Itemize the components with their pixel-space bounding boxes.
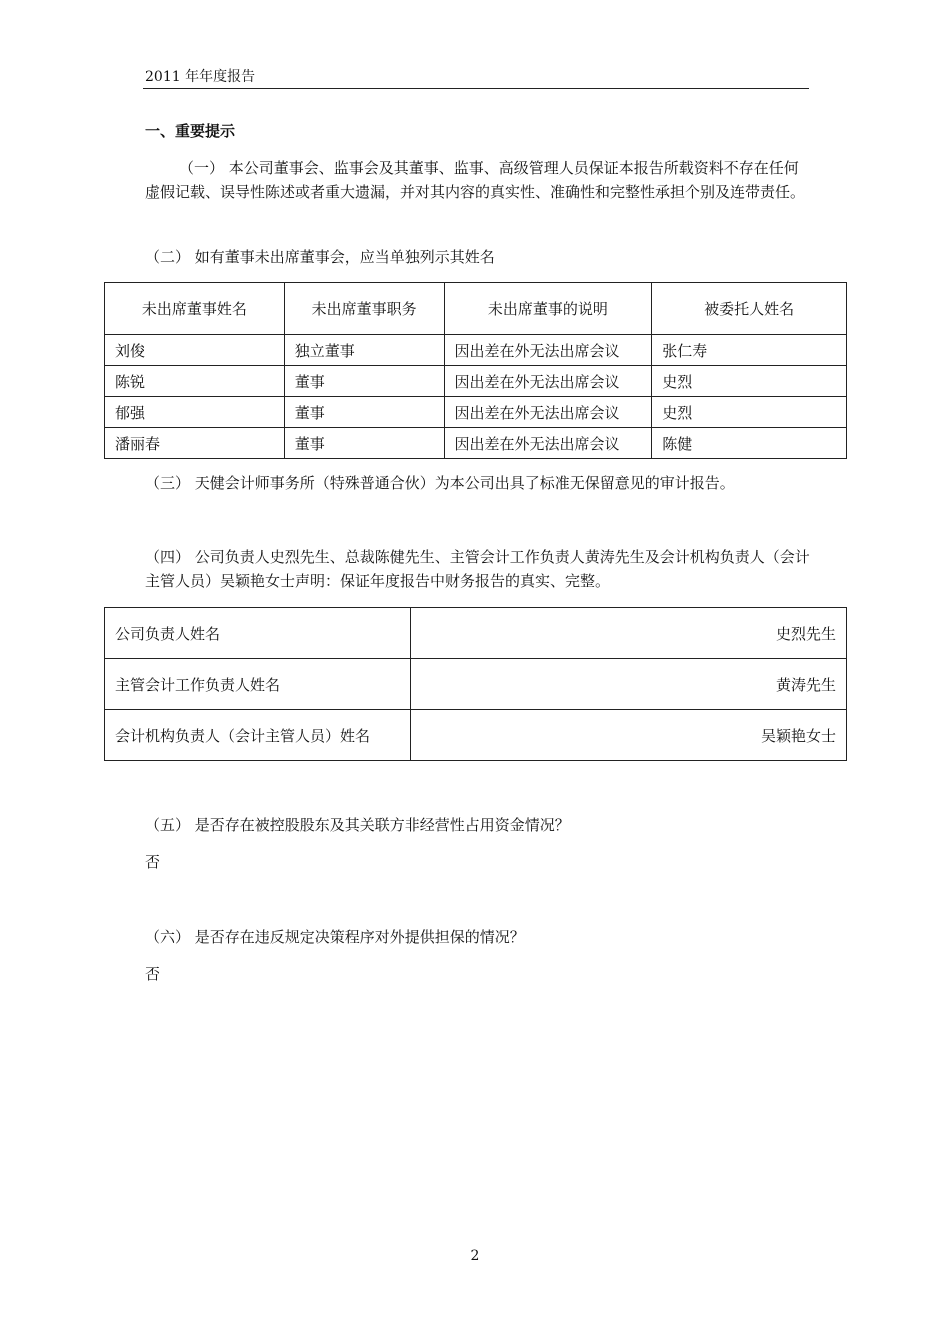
table-cell: 陈锐 <box>105 366 285 397</box>
table-cell: 史烈先生 <box>410 608 846 659</box>
table-cell: 张仁寿 <box>652 335 847 366</box>
table-cell: 独立董事 <box>284 335 444 366</box>
table-cell: 因出差在外无法出席会议 <box>444 428 652 459</box>
table-row <box>105 659 847 710</box>
page-number: 2 <box>470 1248 480 1264</box>
paragraph-guarantee-violation: （六） 是否存在违反规定决策程序对外提供担保的情况？ <box>145 928 525 946</box>
table-cell: 潘丽春 <box>105 428 285 459</box>
column-header: 未出席董事职务 <box>284 283 444 335</box>
paragraph-officers-statement: （四） 公司负责人史烈先生、总裁陈健先生、主管会计工作负责人黄涛先生及会计机构负责人（会计主管人员）吴颖艳女士声明：保证年度报告中财务报告的真实、完整。 <box>145 548 810 590</box>
officers-table <box>104 607 847 761</box>
table-row <box>105 397 847 428</box>
table-cell: 主管会计工作负责人姓名 <box>105 659 411 710</box>
paragraph-absent-directors: （二） 如有董事未出席董事会，应当单独列示其姓名 <box>145 248 495 266</box>
table-cell: 会计机构负责人（会计主管人员）姓名 <box>105 710 411 761</box>
table-row <box>105 608 847 659</box>
table-cell: 公司负责人姓名 <box>105 608 411 659</box>
table-cell: 刘俊 <box>105 335 285 366</box>
paragraph-guarantee: （一） 本公司董事会、监事会及其董事、监事、高级管理人员保证本报告所载资料不存在任何虚假记载、误导性陈述或者重大遗漏，并对其内容的真实性、准确性和完整性承担个别及连带责任。 <box>145 159 806 201</box>
absent-directors-table <box>104 282 847 459</box>
table-header-row <box>105 283 847 335</box>
table-cell: 郁强 <box>105 397 285 428</box>
table-cell: 因出差在外无法出席会议 <box>444 335 652 366</box>
paragraph-fund-occupation: （五） 是否存在被控股股东及其关联方非经营性占用资金情况？ <box>145 816 570 834</box>
table-cell: 董事 <box>284 366 444 397</box>
table-cell: 因出差在外无法出席会议 <box>444 366 652 397</box>
table-cell: 吴颖艳女士 <box>410 710 846 761</box>
table-cell: 黄涛先生 <box>410 659 846 710</box>
table-row <box>105 710 847 761</box>
table-cell: 董事 <box>284 428 444 459</box>
table-row <box>105 335 847 366</box>
column-header: 未出席董事的说明 <box>444 283 652 335</box>
table-cell: 董事 <box>284 397 444 428</box>
answer-guarantee-violation: 否 <box>145 965 161 983</box>
table-cell: 陈健 <box>652 428 847 459</box>
page-header <box>143 66 809 89</box>
section-title: 一、重要提示 <box>145 122 236 140</box>
table-cell: 因出差在外无法出席会议 <box>444 397 652 428</box>
table-cell: 史烈 <box>652 366 847 397</box>
table-row <box>105 428 847 459</box>
column-header: 被委托人姓名 <box>652 283 847 335</box>
table-row <box>105 366 847 397</box>
paragraph-audit-opinion: （三） 天健会计师事务所（特殊普通合伙）为本公司出具了标准无保留意见的审计报告。 <box>145 474 735 492</box>
header-title: 2011 年年度报告 <box>145 69 256 85</box>
table-cell: 史烈 <box>652 397 847 428</box>
answer-fund-occupation: 否 <box>145 853 161 871</box>
column-header: 未出席董事姓名 <box>105 283 285 335</box>
